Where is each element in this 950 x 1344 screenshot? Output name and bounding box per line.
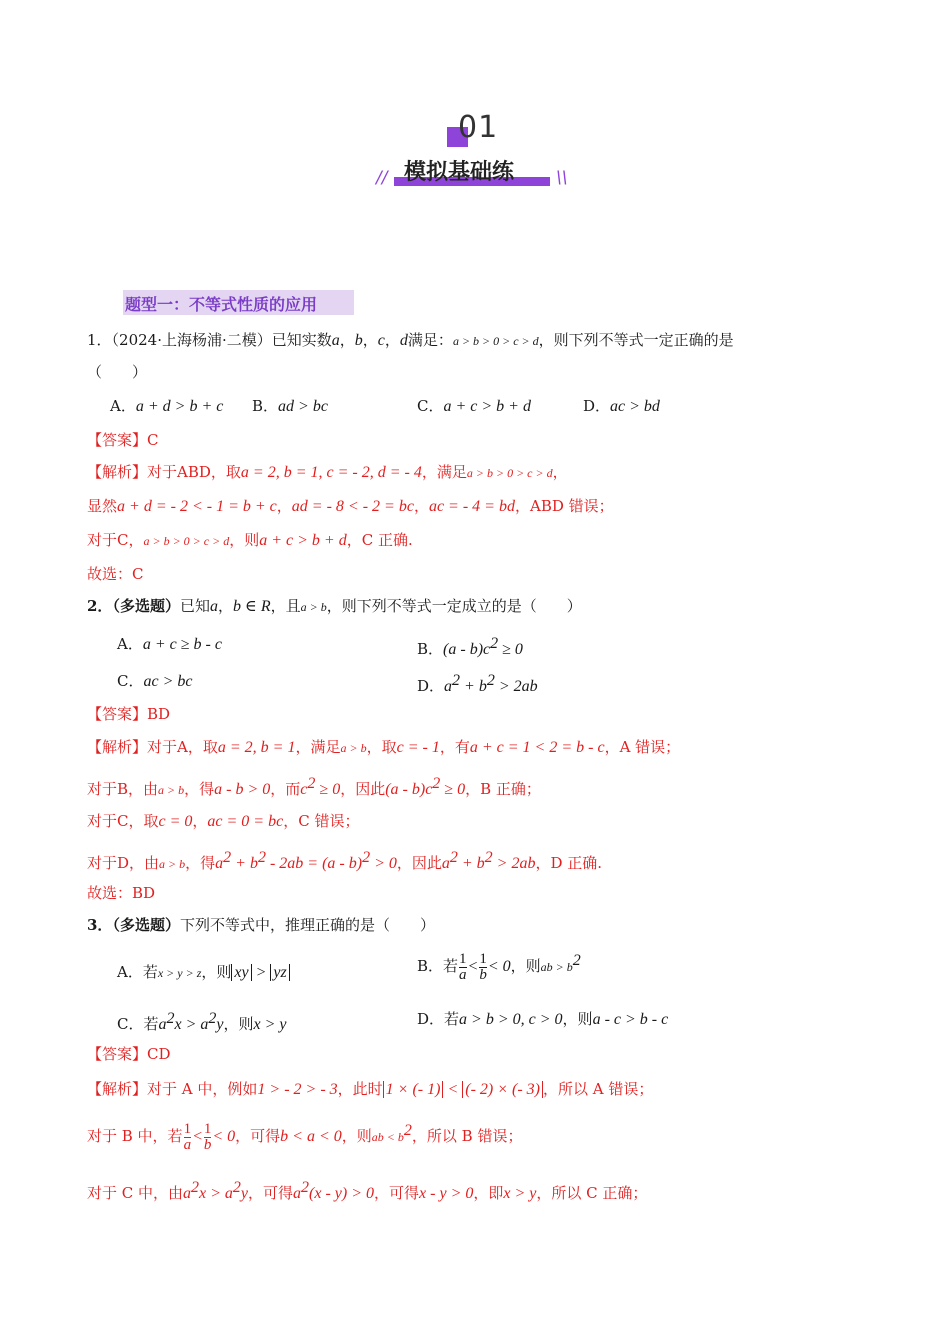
q2-stem: 2．（多选题）已知a，b ∈ R，且a > b，则下列不等式一定成立的是（ ） bbox=[87, 597, 582, 615]
q2-analysis-line1: 【解析】对于A，取a = 2, b = 1，满足a > b，取c = - 1，有a + c = 1 < 2 = b - c，A 错误； bbox=[87, 738, 681, 756]
q1-analysis-line1: 【解析】对于ABD，取a = 2, b = 1, c = - 2, d = - 4，满足a > b > 0 > c > d， bbox=[87, 463, 568, 481]
q2-analysis-line3: 对于C，取c = 0，ac = 0 = bc，C 错误； bbox=[87, 812, 360, 830]
type-title: 题型一：不等式性质的应用 bbox=[125, 295, 318, 314]
section-title: 模拟基础练 bbox=[404, 160, 515, 185]
q3-analysis-line3: 对于 C 中，由$a^2x > a^2y$，可得$a^2(x - y) > 0$，可得x - y > 0，即x > y，所以 C 正确； bbox=[87, 1179, 648, 1202]
q3-option-c: C．若$a^2x > a^2y$，则x > y bbox=[117, 1010, 287, 1033]
q1-option-d: D．ac > bd bbox=[583, 397, 660, 415]
q3-analysis-line2: 对于 B 中，若 $\frac{1}{a}$ < $\frac{1}{b}$ < 0，可得b < a < 0，则ab < $b^2$，所以 B 错误； bbox=[87, 1120, 523, 1153]
q1-conclusion: 故选：C bbox=[87, 565, 144, 583]
q1-answer: 【答案】C bbox=[87, 431, 159, 449]
q2-option-d: D．$a^2 + b^2 > 2ab$ bbox=[417, 672, 538, 695]
q1-paren: （ ） bbox=[87, 363, 148, 381]
title-deco-right: \\ bbox=[556, 168, 568, 188]
q2-option-c: C．ac > bc bbox=[117, 672, 193, 690]
q3-answer: 【答案】CD bbox=[87, 1045, 171, 1063]
q2-number: 2． bbox=[87, 597, 113, 615]
q2-option-b: B．$(a - b)c^2 \ge 0$ bbox=[417, 635, 523, 658]
q1-option-a: A．a + d > b + c bbox=[110, 397, 224, 415]
q1-number: 1． bbox=[87, 331, 112, 349]
q3-stem: 3．（多选题）下列不等式中，推理正确的是（ ） bbox=[87, 916, 435, 934]
q3-number: 3． bbox=[87, 916, 113, 934]
title-deco-left: // bbox=[376, 168, 388, 188]
q2-option-a: A．a + c ≥ b - c bbox=[117, 635, 222, 653]
q1-option-c: C．a + c > b + d bbox=[417, 397, 531, 415]
q3-analysis-line1: 【解析】对于 A 中，例如1 > - 2 > - 3，此时 1 × (- 1) < (- 2) × (- 3) ，所以 A 错误； bbox=[87, 1080, 654, 1098]
q2-conclusion: 故选：BD bbox=[87, 884, 156, 902]
q3-option-d: D．若a > b > 0, c > 0，则a - c > b - c bbox=[417, 1010, 669, 1028]
section-number: 01 bbox=[458, 110, 499, 145]
q3-option-a: A．若x > y > z，则 xy > yz bbox=[117, 961, 290, 984]
q1-analysis-line3: 对于C，a > b > 0 > c > d，则a + c > b + d，C 正确. bbox=[87, 531, 413, 549]
q2-answer: 【答案】BD bbox=[87, 705, 171, 723]
q1-analysis-line2: 显然a + d = - 2 < - 1 = b + c，ad = - 8 < - 2 = bc，ac = - 4 = bd，ABD 错误； bbox=[87, 497, 614, 515]
q1-stem: 1．（2024·上海杨浦·二模）已知实数a，b，c，d满足：a > b > 0 > c > d，则下列不等式一定正确的是 bbox=[87, 331, 734, 349]
q2-analysis-line2: 对于B，由a > b，得a - b > 0，而$c^2 \ge 0$，因此$(a - b)c^2 \ge 0$，B 正确； bbox=[87, 775, 541, 798]
q3-option-b: B．若 $\frac{1}{a}$ < $\frac{1}{b}$ < 0，则ab > $b^2$ bbox=[417, 950, 581, 983]
q2-analysis-line4: 对于D，由a > b，得$a^2 + b^2 - 2ab = (a - b)^2 > 0$，因此$a^2 + b^2 > 2ab$，D 正确. bbox=[87, 849, 603, 872]
q1-option-b: B．ad > bc bbox=[252, 397, 328, 415]
